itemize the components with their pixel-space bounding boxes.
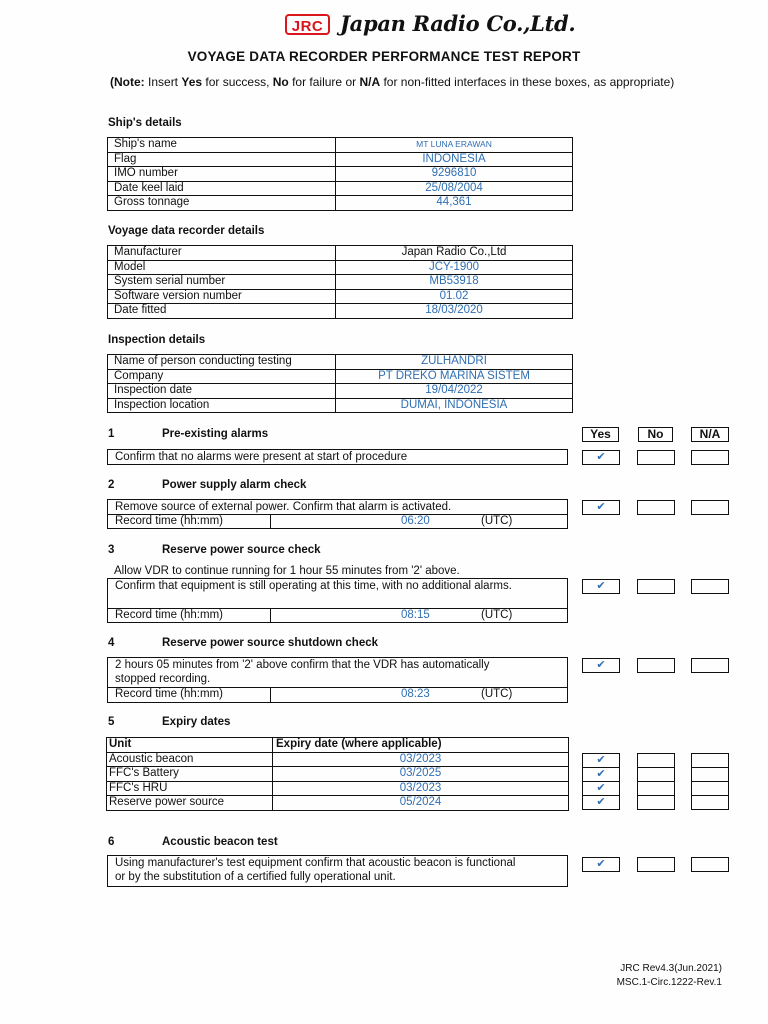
field-label: Date fitted [108, 304, 336, 319]
inspection-details-table [107, 354, 573, 413]
yes-column-header: Yes [582, 427, 619, 442]
section-2-record-unit: (UTC) [481, 515, 513, 527]
date-fitted-value[interactable]: 18/03/2020 [336, 304, 573, 319]
field-label: Company [108, 369, 336, 384]
revision-label: JRC Rev4.3(Jun.2021) [620, 963, 722, 974]
section-3-title: Reserve power source check [162, 544, 321, 556]
section-3-instruction: Allow VDR to continue running for 1 hour 55 minutes from '2' above. [114, 565, 460, 577]
section-2-number: 2 [108, 479, 115, 491]
circular-reference: MSC.1-Circ.1222-Rev.1 [616, 977, 722, 988]
flag-value[interactable]: INDONESIA [336, 152, 573, 167]
table-row [108, 289, 573, 304]
expiry-date-value[interactable]: 03/2025 [273, 767, 569, 782]
serial-number-value[interactable]: MB53918 [336, 275, 573, 290]
section-6-text-line-2: or by the substitution of a certified fully operational unit. [115, 871, 396, 883]
section-2-box [107, 499, 568, 529]
note-text-1: Insert [144, 75, 182, 89]
section-3-box [107, 578, 568, 623]
section-2-na-checkbox[interactable] [691, 500, 729, 515]
ship-details-heading: Ship's details [108, 117, 182, 129]
table-row [107, 781, 569, 796]
note-prefix: (Note: [110, 75, 145, 89]
section-3-record-time[interactable]: 08:15 [401, 609, 430, 621]
column-divider [270, 608, 271, 622]
section-1-box [107, 449, 568, 465]
section-6-no-checkbox[interactable] [637, 857, 675, 872]
inspection-date-value[interactable]: 19/04/2022 [336, 384, 573, 399]
section-6-text-line-1: Using manufacturer's test equipment confirm that acoustic beacon is functional [115, 857, 516, 869]
table-row [108, 246, 573, 261]
table-row [108, 138, 573, 153]
keel-laid-date-value[interactable]: 25/08/2004 [336, 181, 573, 196]
table-row [108, 196, 573, 211]
note-na: N/A [359, 75, 381, 89]
section-2-record-label: Record time (hh:mm) [115, 515, 223, 527]
section-4-record-label: Record time (hh:mm) [115, 688, 223, 700]
column-divider [270, 687, 271, 702]
field-label: Inspection date [108, 384, 336, 399]
section-4-box [107, 657, 568, 703]
table-row [108, 355, 573, 370]
vdr-details-heading: Voyage data recorder details [108, 225, 265, 237]
section-2-yes-checkbox[interactable]: ✔ [582, 500, 620, 515]
section-3-record-label: Record time (hh:mm) [115, 609, 223, 621]
field-label: Flag [108, 152, 336, 167]
section-3-record-unit: (UTC) [481, 609, 513, 621]
unit-name: Reserve power source [107, 796, 273, 811]
section-5-no-checkbox[interactable] [637, 767, 675, 782]
note-no: No [272, 75, 289, 89]
inspection-location-value[interactable]: DUMAI, INDONESIA [336, 398, 573, 413]
section-5-yes-checkbox[interactable]: ✔ [582, 781, 620, 796]
inspector-name-value[interactable]: ZULHANDRI [336, 355, 573, 370]
table-row [107, 767, 569, 782]
section-3-no-checkbox[interactable] [637, 579, 675, 594]
unit-name: FFC's Battery [107, 767, 273, 782]
ship-details-table [107, 137, 573, 211]
column-divider [270, 514, 271, 528]
section-5-na-checkbox[interactable] [691, 753, 729, 768]
no-column-header: No [638, 427, 673, 442]
table-row [108, 398, 573, 413]
inspection-details-heading: Inspection details [108, 334, 206, 346]
imo-number-value[interactable]: 9296810 [336, 167, 573, 182]
section-5-yes-checkbox[interactable]: ✔ [582, 795, 620, 810]
table-row [108, 384, 573, 399]
field-label: Model [108, 260, 336, 275]
section-4-text-line-1: 2 hours 05 minutes from '2' above confirm that the VDR has automatically [115, 659, 490, 671]
section-4-title: Reserve power source shutdown check [162, 637, 379, 649]
section-5-yes-checkbox[interactable]: ✔ [582, 767, 620, 782]
table-row [108, 369, 573, 384]
expiry-date-value[interactable]: 05/2024 [273, 796, 569, 811]
field-label: System serial number [108, 275, 336, 290]
model-value[interactable]: JCY-1900 [336, 260, 573, 275]
expiry-column-header: Expiry date (where applicable) [273, 738, 569, 753]
field-label: Ship's name [108, 138, 336, 153]
company-value[interactable]: PT DREKO MARINA SISTEM [336, 369, 573, 384]
note-text-4: for non-fitted interfaces in these boxes, as appropriate) [380, 75, 675, 89]
section-6-number: 6 [108, 836, 115, 848]
instruction-note [110, 75, 674, 89]
section-5-title: Expiry dates [162, 716, 231, 728]
field-label: Inspection location [108, 398, 336, 413]
gross-tonnage-value[interactable]: 44,361 [336, 196, 573, 211]
note-text-2: for success, [202, 75, 273, 89]
table-row [108, 167, 573, 182]
table-row [107, 796, 569, 811]
na-column-header: N/A [691, 427, 729, 442]
field-label: Software version number [108, 289, 336, 304]
section-2-title: Power supply alarm check [162, 479, 307, 491]
section-5-no-checkbox[interactable] [637, 795, 675, 810]
section-1-no-checkbox[interactable] [637, 450, 675, 465]
table-header-row [107, 738, 569, 753]
unit-name: Acoustic beacon [107, 752, 273, 767]
section-5-no-checkbox[interactable] [637, 781, 675, 796]
vdr-details-table [107, 245, 573, 319]
field-label: Manufacturer [108, 246, 336, 261]
table-row [108, 181, 573, 196]
section-1-yes-checkbox[interactable]: ✔ [582, 450, 620, 465]
table-row [108, 275, 573, 290]
section-4-na-checkbox[interactable] [691, 658, 729, 673]
section-5-yes-checkbox[interactable]: ✔ [582, 753, 620, 768]
field-label: Name of person conducting testing [108, 355, 336, 370]
section-4-number: 4 [108, 637, 115, 649]
section-3-na-checkbox[interactable] [691, 579, 729, 594]
section-4-yes-checkbox[interactable]: ✔ [582, 658, 620, 673]
software-version-value[interactable]: 01.02 [336, 289, 573, 304]
unit-column-header: Unit [107, 738, 273, 753]
section-1-text: Confirm that no alarms were present at start of procedure [115, 451, 408, 463]
section-4-text-line-2: stopped recording. [115, 673, 211, 685]
section-1-title: Pre-existing alarms [162, 428, 269, 440]
manufacturer-value[interactable]: Japan Radio Co.,Ltd [336, 246, 573, 261]
section-3-yes-checkbox[interactable]: ✔ [582, 579, 620, 594]
section-4-no-checkbox[interactable] [637, 658, 675, 673]
expiry-dates-table [106, 737, 569, 811]
note-text-3: for failure or [288, 75, 360, 89]
section-2-no-checkbox[interactable] [637, 500, 675, 515]
expiry-date-value[interactable]: 03/2023 [273, 781, 569, 796]
section-5-na-checkbox[interactable] [691, 795, 729, 810]
section-2-text: Remove source of external power. Confirm that alarm is activated. [115, 501, 452, 513]
table-row [108, 152, 573, 167]
section-4-record-unit: (UTC) [481, 688, 513, 700]
table-row [107, 752, 569, 767]
section-5-no-checkbox[interactable] [637, 753, 675, 768]
report-title: VOYAGE DATA RECORDER PERFORMANCE TEST REPORT [187, 49, 581, 64]
expiry-date-value[interactable]: 03/2023 [273, 752, 569, 767]
section-6-box [107, 855, 568, 887]
table-row [108, 304, 573, 319]
note-yes: Yes [181, 75, 203, 89]
field-label: Date keel laid [108, 181, 336, 196]
section-3-number: 3 [108, 544, 115, 556]
section-6-title: Acoustic beacon test [162, 836, 278, 848]
field-label: Gross tonnage [108, 196, 336, 211]
table-row [108, 260, 573, 275]
section-2-record-time[interactable]: 06:20 [401, 515, 430, 527]
unit-name: FFC's HRU [107, 781, 273, 796]
section-6-yes-checkbox[interactable]: ✔ [582, 857, 620, 872]
section-5-number: 5 [108, 716, 115, 728]
section-1-na-checkbox[interactable] [691, 450, 729, 465]
section-4-record-time[interactable]: 08:23 [401, 688, 430, 700]
section-5-na-checkbox[interactable] [691, 767, 729, 782]
section-6-na-checkbox[interactable] [691, 857, 729, 872]
field-label: IMO number [108, 167, 336, 182]
section-5-na-checkbox[interactable] [691, 781, 729, 796]
section-3-text: Confirm that equipment is still operating at this time, with no additional alarms. [115, 580, 512, 592]
jrc-logo-mark: JRC [285, 14, 330, 35]
section-1-number: 1 [108, 428, 115, 440]
company-logo-text: Japan Radio Co.,Ltd. [340, 11, 576, 36]
ship-name-value[interactable]: MT LUNA ERAWAN [336, 138, 573, 153]
